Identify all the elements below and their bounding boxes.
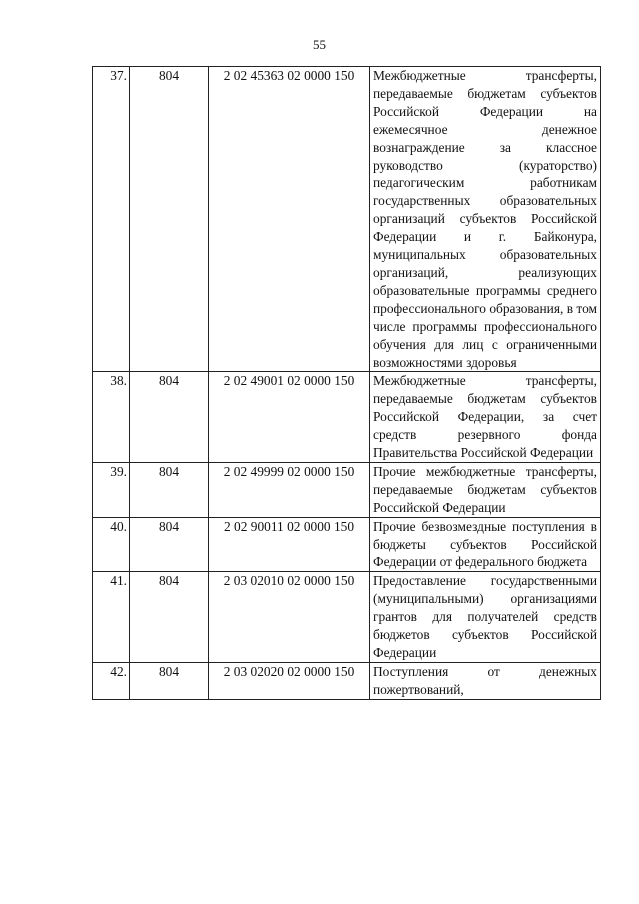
administrator-code: 804	[130, 572, 209, 663]
revenue-description: Прочие межбюджетные трансферты, передаваемые бюджетам субъектов Российской Федерации	[370, 462, 601, 517]
budget-classification-code: 2 02 90011 02 0000 150	[209, 517, 370, 572]
administrator-code: 804	[130, 67, 209, 372]
table-row	[93, 462, 601, 517]
row-number: 39.	[93, 462, 130, 517]
revenue-description: Межбюджетные трансферты, передаваемые бюджетам субъектов Российской Федерации, за счет средств резервного фонда Правительства Российской Федерации	[370, 372, 601, 463]
budget-classification-code: 2 02 49001 02 0000 150	[209, 372, 370, 463]
page-number: 55	[313, 37, 326, 52]
administrator-code: 804	[130, 662, 209, 699]
table-row	[93, 67, 601, 372]
revenue-codes-table	[92, 66, 601, 700]
administrator-code: 804	[130, 372, 209, 463]
row-number: 40.	[93, 517, 130, 572]
revenue-description: Межбюджетные трансферты, передаваемые бюджетам субъектов Российской Федерации на ежемесячное денежное вознаграждение за классное руководство (кураторство) педагогическим работникам государственных образовательных организаций субъектов Российской Федерации и г. Байконура, муниципальных образовательных организаций, реализующих образовательные программы среднего профессионального образования, в том числе программы профессионального обучения для лиц с ограниченными возможностями здоровья	[370, 67, 601, 372]
row-number: 42.	[93, 662, 130, 699]
table-row	[93, 572, 601, 663]
row-number: 38.	[93, 372, 130, 463]
revenue-description: Поступления от денежных пожертвований,	[370, 662, 601, 699]
table-row	[93, 517, 601, 572]
budget-classification-code: 2 03 02020 02 0000 150	[209, 662, 370, 699]
row-number: 41.	[93, 572, 130, 663]
budget-classification-code: 2 03 02010 02 0000 150	[209, 572, 370, 663]
administrator-code: 804	[130, 517, 209, 572]
table-row	[93, 662, 601, 699]
revenue-description: Предоставление государственными (муниципальными) организациями грантов для получателей средств бюджетов субъектов Российской Федерации	[370, 572, 601, 663]
row-number: 37.	[93, 67, 130, 372]
table-row	[93, 372, 601, 463]
revenue-description: Прочие безвозмездные поступления в бюджеты субъектов Российской Федерации от федерального бюджета	[370, 517, 601, 572]
budget-classification-code: 2 02 45363 02 0000 150	[209, 67, 370, 372]
administrator-code: 804	[130, 462, 209, 517]
budget-classification-code: 2 02 49999 02 0000 150	[209, 462, 370, 517]
